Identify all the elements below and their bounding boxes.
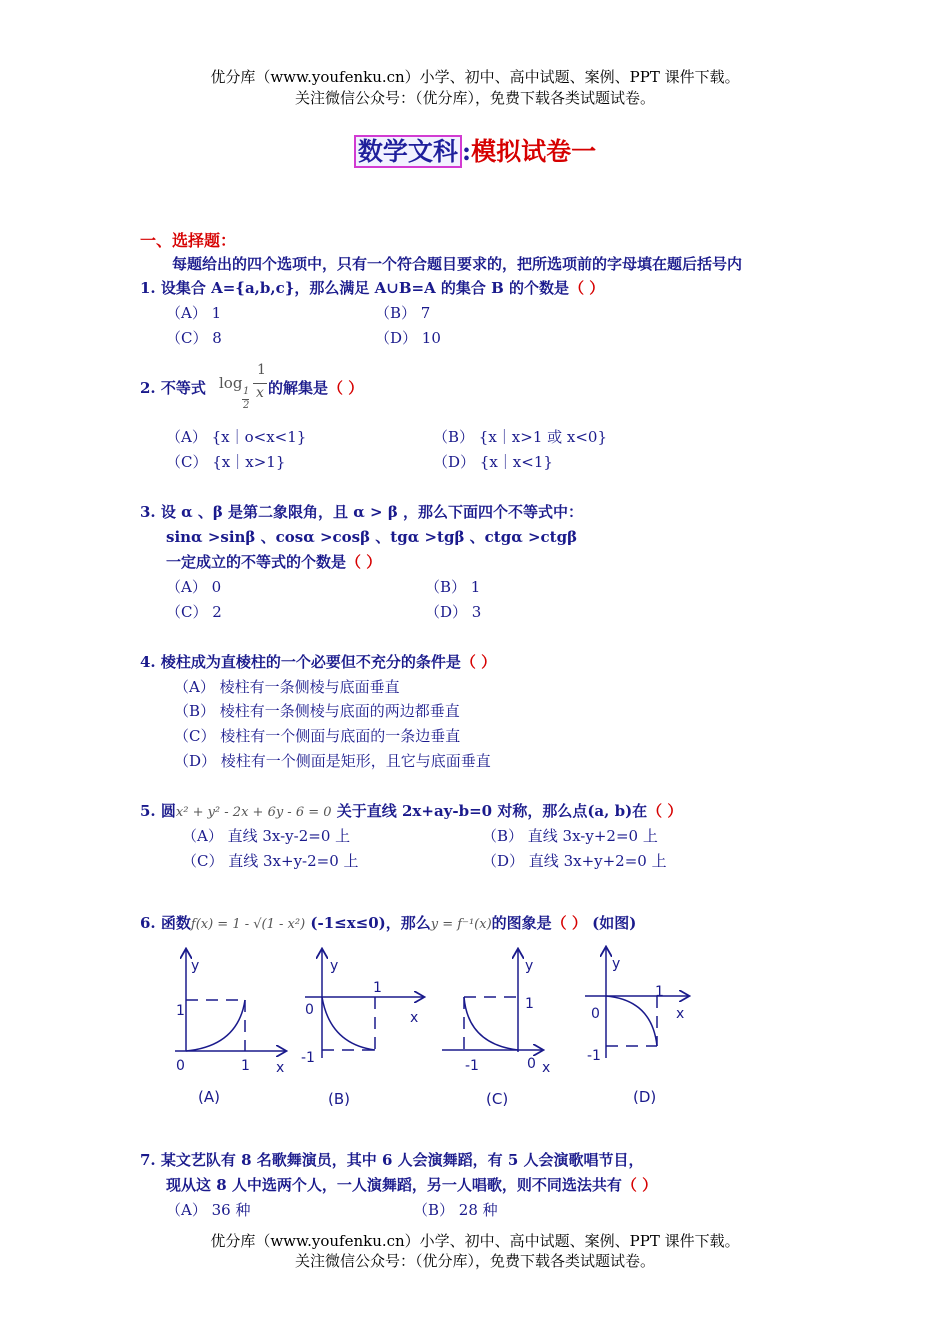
header-line-1: 优分库（www.youfenku.cn）小学、初中、高中试题、案例、PPT 课件下载。 [210, 68, 740, 86]
q4-option-d: （D） 棱柱有一个侧面是矩形，且它与底面垂直 [174, 752, 491, 770]
q7-option-b: （B） 28 种 [413, 1201, 498, 1219]
question-4 [140, 651, 496, 672]
q5-equation: x² + y² - 2x + 6y - 6 = 0 [175, 805, 332, 820]
question-6-paren: （ ） [551, 914, 587, 932]
title-main: 模拟试卷一 [471, 137, 597, 166]
question-6 [140, 912, 636, 933]
q2-option-b: （B） {x｜x>1 或 x<0} [433, 428, 608, 446]
graph-d-tick-1: 1 [655, 984, 664, 1000]
question-4-paren: （ ） [460, 653, 497, 671]
graph-a-tick-1: 1 [176, 1003, 185, 1019]
q6-finv: y = f⁻¹(x) [430, 917, 492, 932]
question-7-paren: （ ） [621, 1176, 658, 1194]
q2-option-c: （C） {x｜x>1} [166, 453, 286, 471]
q3-option-b: （B） 1 [425, 578, 481, 596]
graph-a-x-label: x [276, 1060, 285, 1076]
graph-c-x-label: x [542, 1060, 551, 1076]
question-3-line-2: sinα >sinβ 、cosα >cosβ 、tgα >tgβ 、ctgα >ctgβ [166, 528, 578, 546]
graph-a-tick-3: 1 [241, 1058, 250, 1074]
question-3-line-3-text: 一定成立的不等式的个数是 [166, 553, 347, 571]
q5-option-b: （B） 直线 3x-y+2=0 上 [482, 827, 658, 845]
question-6-pre: 6. 函数 [140, 914, 191, 932]
question-5-pre: 5. 圆 [140, 802, 176, 820]
graph-b-tick-1: 1 [373, 980, 382, 996]
graph-d-caption: (D) [633, 1088, 657, 1106]
question-3-line-3 [166, 551, 381, 572]
question-6-post: 的图象是 [491, 914, 552, 932]
graph-b-tick-2: 0 [305, 1002, 314, 1018]
title-colon: : [461, 137, 472, 166]
graph-b-tick-3: -1 [301, 1050, 315, 1066]
question-1 [140, 277, 604, 298]
graph-d-curve [606, 996, 657, 1046]
q2-sub-den: 2 [243, 400, 250, 411]
question-7-line-2 [166, 1174, 657, 1195]
question-3-line-1: 3. 设 α 、β 是第二象限角，且 α > β ，那么下面四个不等式中： [140, 503, 584, 521]
q3-option-d: （D） 3 [425, 603, 482, 621]
footer-line-2: 关注微信公众号：（优分库），免费下载各类试题试卷。 [294, 1252, 655, 1270]
question-6-mid: (-1≤x≤0)，那么 [305, 914, 431, 932]
q7-option-a: （A） 36 种 [166, 1201, 251, 1219]
graph-d-x-label: x [676, 1006, 685, 1022]
q6-graphs [150, 940, 710, 1115]
question-7-line-2-text: 现从这 8 人中选两个人，一人演舞蹈，另一人唱歌，则不同选法共有 [166, 1176, 622, 1194]
title-boxed: 数学文科 [354, 135, 462, 168]
q2-option-d: （D） {x｜x<1} [433, 453, 553, 471]
section-heading: 一、选择题： [140, 231, 237, 250]
graph-d-tick-3: -1 [587, 1048, 601, 1064]
q2-frac-num: 1 [257, 362, 266, 378]
graph-d-tick-2: 0 [591, 1006, 600, 1022]
q2-frac-den: x [256, 385, 264, 401]
question-1-text: 1. 设集合 A={a,b,c}，那么满足 A∪B=A 的集合 B 的个数是 [140, 279, 570, 297]
graph-c-tick-2: -1 [465, 1058, 479, 1074]
q1-option-d: （D） 10 [375, 329, 441, 347]
graph-a-y-label: y [191, 958, 200, 974]
graph-a-caption: (A) [198, 1088, 220, 1106]
graph-b-curve [322, 997, 375, 1050]
graph-b-y-label: y [330, 958, 339, 974]
question-5-paren: （ ） [647, 802, 683, 820]
q5-option-a: （A） 直线 3x-y-2=0 上 [182, 827, 351, 845]
page-title [0, 132, 950, 168]
graph-a-curve [186, 1000, 245, 1051]
question-2-pre: 2. 不等式 [140, 379, 206, 397]
graph-c-tick-3: 0 [527, 1056, 536, 1072]
graph-d-y-label: y [612, 956, 621, 972]
question-5-post: 关于直线 2x+ay-b=0 对称，那么点(a, b)在 [331, 802, 648, 820]
q4-option-c: （C） 棱柱有一个侧面与底面的一条边垂直 [174, 727, 461, 745]
question-6-tail: (如图) [586, 914, 637, 932]
q4-option-b: （B） 棱柱有一条侧棱与底面的两边都垂直 [174, 702, 460, 720]
graph-b [305, 950, 423, 1058]
question-2-post [268, 377, 363, 398]
graph-b-caption: (B) [328, 1090, 350, 1108]
q1-option-a: （A） 1 [166, 304, 222, 322]
q1-option-c: （C） 8 [166, 329, 222, 347]
graph-c-tick-1: 1 [525, 996, 534, 1012]
q1-option-b: （B） 7 [375, 304, 431, 322]
footer-line-1: 优分库（www.youfenku.cn）小学、初中、高中试题、案例、PPT 课件下载。 [210, 1232, 740, 1250]
graph-a-tick-2: 0 [176, 1058, 185, 1074]
question-7-line-1: 7. 某文艺队有 8 名歌舞演员，其中 6 人会演舞蹈，有 5 人会演歌唱节目， [140, 1151, 644, 1169]
q2-log: log [219, 374, 243, 392]
section-instruction: 每题给出的四个选项中，只有一个符合题目要求的，把所选项前的字母填在题后括号内 [172, 255, 743, 273]
q3-option-c: （C） 2 [166, 603, 222, 621]
question-2-post-text: 的解集是 [268, 379, 329, 397]
graph-d [585, 948, 688, 1058]
graph-c-curve [464, 997, 518, 1050]
q2-frac-bar [253, 383, 267, 384]
q2-sub-num: 1 [243, 386, 250, 397]
q5-option-c: （C） 直线 3x+y-2=0 上 [182, 852, 359, 870]
question-1-paren: （ ） [569, 279, 605, 297]
question-4-text: 4. 棱柱成为直棱柱的一个必要但不充分的条件是 [140, 653, 461, 671]
question-3-paren: （ ） [346, 553, 382, 571]
q4-option-a: （A） 棱柱有一条侧棱与底面垂直 [174, 678, 400, 696]
graph-c-y-label: y [525, 958, 534, 974]
graph-c-caption: (C) [486, 1090, 509, 1108]
header-line-2: 关注微信公众号：（优分库），免费下载各类试题试卷。 [294, 89, 655, 107]
q3-option-a: （A） 0 [166, 578, 222, 596]
q2-option-a: （A） {x｜o<x<1} [166, 428, 307, 446]
question-2-paren: （ ） [328, 379, 364, 397]
graph-b-x-label: x [410, 1010, 419, 1026]
question-5 [140, 800, 682, 821]
q5-option-d: （D） 直线 3x+y+2=0 上 [482, 852, 667, 870]
q6-fx: f(x) = 1 - √(1 - x²) [190, 917, 306, 932]
